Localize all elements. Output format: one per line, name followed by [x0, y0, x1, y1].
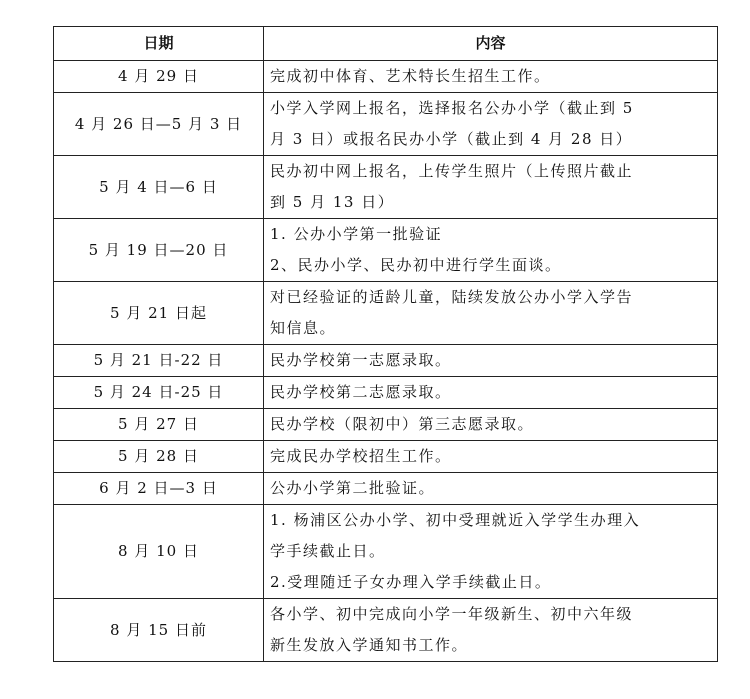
schedule-body	[54, 61, 718, 662]
table-row	[54, 377, 718, 409]
date-cell: 4 月 29 日	[54, 61, 264, 93]
header-row	[54, 27, 718, 61]
content-line: 新生发放入学通知书工作。	[270, 636, 469, 654]
date-cell: 4 月 26 日—5 月 3 日	[54, 93, 264, 156]
content-line: 民办学校（限初中）第三志愿录取。	[270, 415, 535, 433]
content-line: 小学入学网上报名，选择报名公办小学（截止到 5	[270, 99, 634, 117]
content-line: 公办小学第二批验证。	[270, 479, 436, 497]
content-line: 民办初中网上报名，上传学生照片（上传照片截止	[270, 162, 634, 180]
table-row	[54, 599, 718, 662]
content-line: 民办学校第一志愿录取。	[270, 351, 452, 369]
table-row	[54, 219, 718, 282]
table-row	[54, 441, 718, 473]
table-row	[54, 156, 718, 219]
content-cell	[264, 219, 718, 282]
date-cell: 5 月 19 日—20 日	[54, 219, 264, 282]
content-line: 2、民办小学、民办初中进行学生面谈。	[270, 256, 562, 274]
date-cell: 5 月 21 日-22 日	[54, 345, 264, 377]
content-line: 民办学校第二志愿录取。	[270, 383, 452, 401]
content-line: 知信息。	[270, 319, 337, 337]
content-cell	[264, 345, 718, 377]
date-cell: 8 月 10 日	[54, 505, 264, 599]
header-date: 日期	[54, 27, 264, 61]
table-row	[54, 409, 718, 441]
content-cell	[264, 377, 718, 409]
content-line: 月 3 日）或报名民办小学（截止到 4 月 28 日）	[270, 130, 633, 148]
content-line: 1. 公办小学第一批验证	[270, 225, 443, 243]
content-line: 各小学、初中完成向小学一年级新生、初中六年级	[270, 605, 634, 623]
content-line: 完成初中体育、艺术特长生招生工作。	[270, 67, 551, 85]
table-row	[54, 473, 718, 505]
table-row	[54, 61, 718, 93]
content-line: 对已经验证的适龄儿童，陆续发放公办小学入学告	[270, 288, 634, 306]
content-line: 1. 杨浦区公办小学、初中受理就近入学学生办理入	[270, 511, 641, 529]
date-cell: 5 月 24 日-25 日	[54, 377, 264, 409]
content-line: 到 5 月 13 日）	[270, 193, 395, 211]
content-line: 2.受理随迁子女办理入学手续截止日。	[270, 573, 552, 591]
content-cell	[264, 156, 718, 219]
date-cell: 8 月 15 日前	[54, 599, 264, 662]
content-cell	[264, 409, 718, 441]
header-content: 内容	[264, 27, 718, 61]
schedule-table	[53, 26, 718, 662]
content-cell	[264, 61, 718, 93]
content-cell	[264, 282, 718, 345]
table-row	[54, 93, 718, 156]
date-cell: 5 月 27 日	[54, 409, 264, 441]
content-line: 学手续截止日。	[270, 542, 386, 560]
table-row	[54, 282, 718, 345]
content-line: 完成民办学校招生工作。	[270, 447, 452, 465]
date-cell: 6 月 2 日—3 日	[54, 473, 264, 505]
content-cell	[264, 505, 718, 599]
content-cell	[264, 599, 718, 662]
content-cell	[264, 473, 718, 505]
table-row	[54, 345, 718, 377]
table-row	[54, 505, 718, 599]
date-cell: 5 月 4 日—6 日	[54, 156, 264, 219]
date-cell: 5 月 28 日	[54, 441, 264, 473]
content-cell	[264, 441, 718, 473]
schedule-sheet	[53, 26, 717, 662]
date-cell: 5 月 21 日起	[54, 282, 264, 345]
content-cell	[264, 93, 718, 156]
